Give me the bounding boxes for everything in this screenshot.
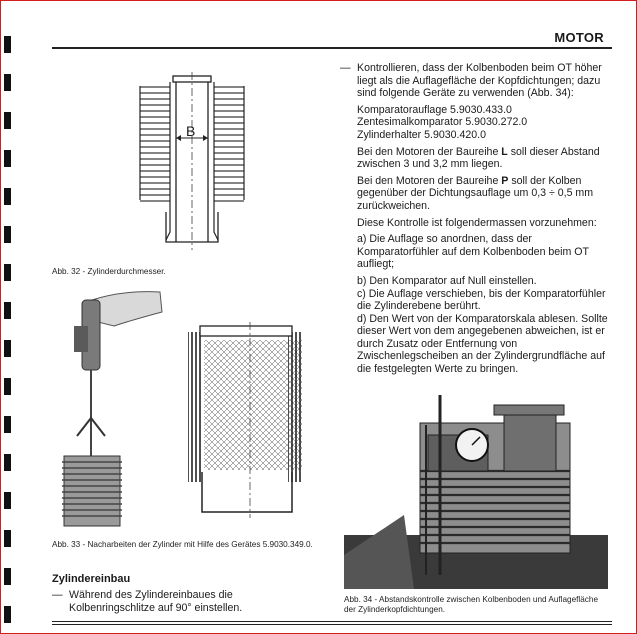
cylinder-rework-photo <box>52 286 172 534</box>
page-header <box>52 30 612 46</box>
dimension-label: B <box>186 123 196 139</box>
tool-2: Zentesimalkomparator 5.9030.272.0 <box>357 116 528 129</box>
section-title: Zylindereinbau <box>52 573 131 585</box>
step-a: a) Die Auflage so anordnen, dass der Komparatorfühler auf dem Kolbenboden beim OT aufliegt; <box>357 233 589 271</box>
cylinder-diameter-figure <box>130 72 255 252</box>
figure-34-caption: Abb. 34 - Abstandskontrolle zwischen Kolbenboden und Auflagefläche der Zylinderkopfdichtungen. <box>344 595 598 614</box>
tool-3: Zylinderhalter 5.9030.420.0 <box>357 128 486 141</box>
binding-marks <box>4 0 12 634</box>
intro-paragraph: — Kontrollieren, dass der Kolbenboden beim OT höher liegt als die Auflagefläche der Kopfdichtungen; dazu sind folgende Geräte zu verwenden (Abb. 34): <box>340 62 602 100</box>
footer-rule-2 <box>52 624 612 625</box>
step-d: d) Den Wert von der Komparatorskala ablesen. Sollte dieser Wert von dem angegebenen abweichen, ist er durch Zusatz oder Entfernung von Zwischenlegscheiben an der Zylindergrundfläche auf die festgelegten Werte zu bringen. <box>357 312 608 376</box>
tool-1: Komparatorauflage 5.9030.433.0 <box>357 103 512 116</box>
finned-cylinder-drawing <box>182 322 314 518</box>
clearance-check-photo <box>344 385 608 589</box>
page-title: MOTOR <box>554 30 604 45</box>
figure-32-caption: Abb. 32 - Zylinderdurchmesser. <box>52 267 166 276</box>
control-intro: Diese Kontrolle ist folgendermassen vorzunehmen: <box>357 216 597 229</box>
section-item: — Während des Zylindereinbaues die Kolbenringschlitze auf 90° einstellen. <box>52 589 243 614</box>
step-b: b) Den Komparator auf Null einstellen. <box>357 274 537 287</box>
figure-33-caption: Abb. 33 - Nacharbeiten der Zylinder mit Hilfe des Gerätes 5.9030.349.0. <box>52 540 313 549</box>
right-column-text <box>340 62 609 380</box>
series-l-note: Bei den Motoren der Baureihe L soll dieser Abstand zwischen 3 und 3,2 mm liegen. <box>357 145 600 171</box>
series-p-note: Bei den Motoren der Baureihe P soll der Kolben gegenüber der Dichtungsauflage um 0,3 ÷ 0,5 mm zurückweichen. <box>357 174 594 212</box>
header-rule <box>52 47 612 49</box>
step-c: c) Die Auflage verschieben, bis der Komparatorfühler die Zylinderebene berührt. <box>357 287 606 313</box>
footer-rule <box>52 621 612 622</box>
